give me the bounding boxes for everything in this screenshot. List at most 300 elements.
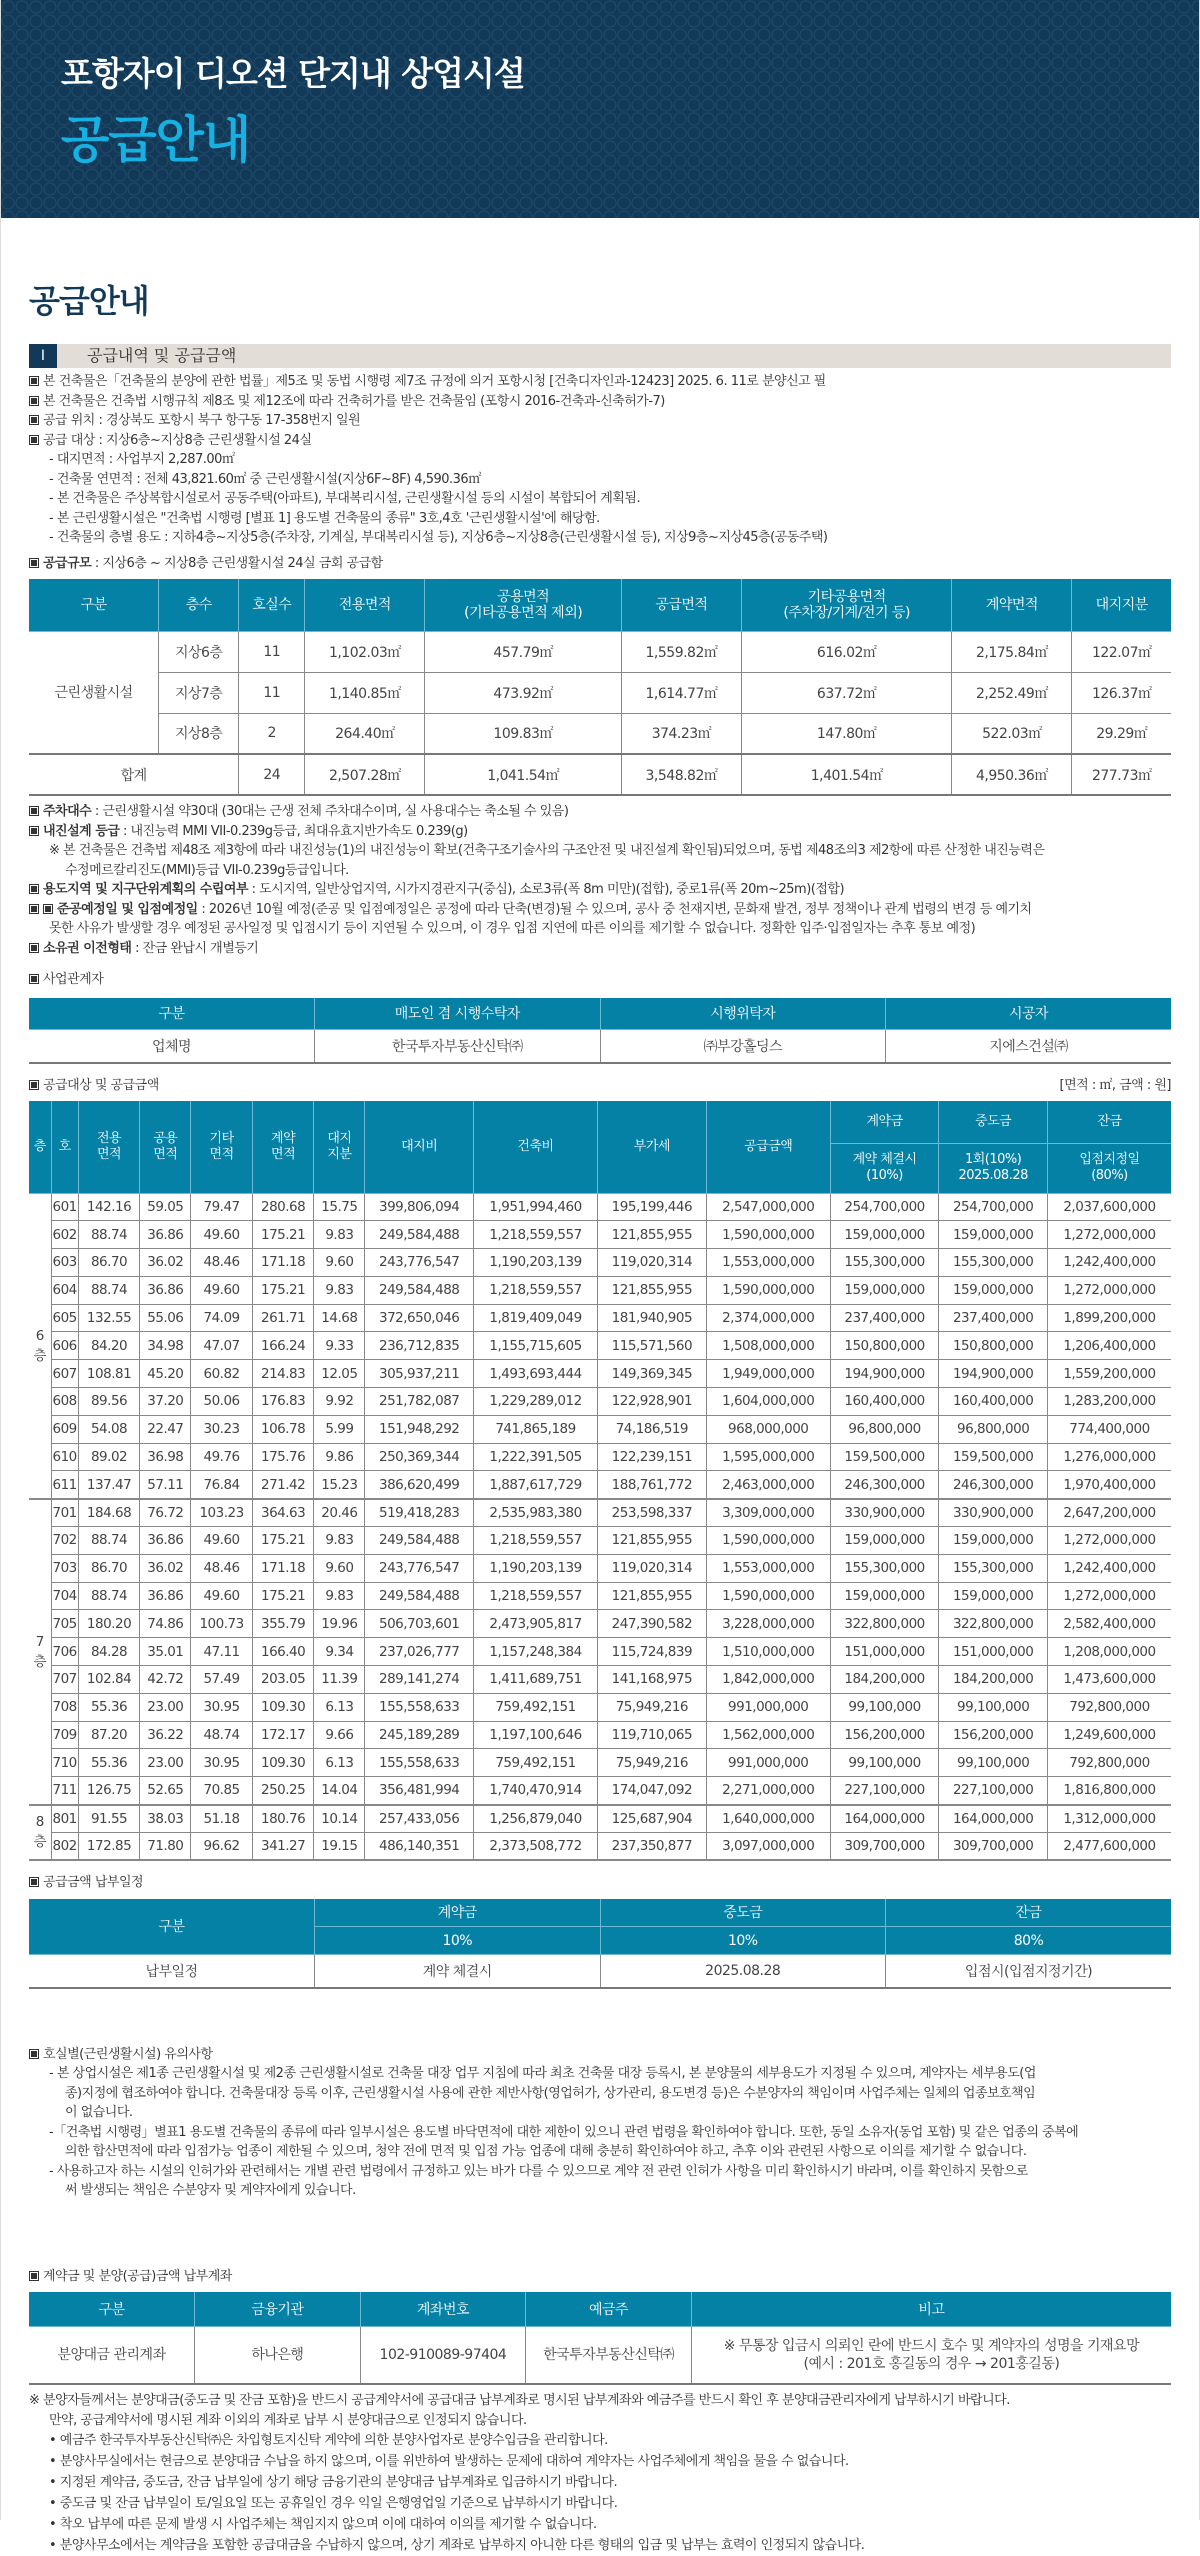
unit-cell: 172.17 <box>252 1721 314 1749</box>
unit-cell: 159,000,000 <box>830 1276 939 1304</box>
square-bullet-icon <box>29 826 39 836</box>
unit-cell: 99,100,000 <box>939 1693 1048 1721</box>
intro-detail: - 본 근린생활시설은 "건축법 시행령 [별표 1] 용도별 건축물의 종류" 3호,4호 '근린생활시설'에 해당함. <box>49 510 600 526</box>
unit-cell: 180.20 <box>78 1610 140 1638</box>
scale-cell: 109.83㎡ <box>425 713 621 754</box>
square-bullet-icon <box>29 415 39 425</box>
scale-cell: 11 <box>239 631 305 672</box>
payment-head: 잔금 <box>886 1899 1172 1927</box>
square-bullet-icon <box>29 806 39 816</box>
unit-cell: 1,640,000,000 <box>706 1805 830 1833</box>
scale-cell: 616.02㎡ <box>742 631 952 672</box>
unit-cell: 59.05 <box>140 1193 191 1221</box>
square-bullet-icon <box>29 2271 39 2281</box>
unit-cell: 88.74 <box>78 1276 140 1304</box>
unit-cell: 57.49 <box>191 1666 253 1694</box>
square-bullet-icon <box>29 974 39 984</box>
unit-of-measure: [면적 : ㎡, 금액 : 원] <box>1059 1077 1171 1093</box>
unit-cell: 119,020,314 <box>598 1249 707 1277</box>
col-middle-sub: 1회(10%) 2025.08.28 <box>939 1143 1048 1193</box>
intro-list <box>29 372 1171 450</box>
business-col-header: 시공자 <box>886 998 1172 1030</box>
col-floor: 층 <box>29 1101 51 1193</box>
unit-cell: 172.85 <box>78 1832 140 1860</box>
unit-cell: 6.13 <box>314 1693 365 1721</box>
unit-cell: 184,200,000 <box>939 1666 1048 1694</box>
unit-cell: 164,000,000 <box>830 1805 939 1833</box>
unit-cell: 254,700,000 <box>939 1193 1048 1221</box>
unit-cell: 386,620,499 <box>365 1471 474 1499</box>
unit-cell: 1,842,000,000 <box>706 1666 830 1694</box>
unit-cell: 1,559,200,000 <box>1047 1360 1171 1388</box>
col-land-cost: 대지비 <box>365 1101 474 1193</box>
caution-line: - 사용하고자 하는 시설의 인허가와 관련해서는 개별 관련 법령에서 규정하고 있는 바가 다를 수 있으므로 계약 전 관련 인허가 사항을 미리 확인하시기 바라며, 이를 확인하지 못함으로 <box>49 2163 1028 2179</box>
cautions-list <box>29 2064 1171 2201</box>
unit-cell: 1,197,100,646 <box>473 1721 597 1749</box>
unit-number: 605 <box>51 1304 78 1332</box>
unit-cell: 20.46 <box>314 1499 365 1527</box>
table-row <box>29 1666 1171 1694</box>
total-cell: 1,041.54㎡ <box>425 754 621 795</box>
zoning-note: 용도지역 및 지구단위계획의 수립여부 : 도시지역, 일반상업지역, 시가지경관지구(중심), 소로3류(폭 8m 미만)(접합), 중로1류(폭 20m~25m)(접합) <box>29 880 1171 900</box>
unit-number: 608 <box>51 1388 78 1416</box>
intro-item: 공급 대상 : 지상6층~지상8층 근린생활시설 24실 <box>29 431 1171 451</box>
unit-cell: 142.16 <box>78 1193 140 1221</box>
total-row <box>29 754 1171 795</box>
unit-cell: 341.27 <box>252 1832 314 1860</box>
unit-cell: 151,000,000 <box>939 1638 1048 1666</box>
table-row <box>29 1415 1171 1443</box>
account-heading: 계약금 및 분양(공급)금액 납부계좌 <box>29 2267 1171 2287</box>
unit-cell: 175.21 <box>252 1221 314 1249</box>
unit-cell: 3,097,000,000 <box>706 1832 830 1860</box>
table-row <box>29 1749 1171 1777</box>
unit-cell: 150,800,000 <box>939 1332 1048 1360</box>
unit-cell: 249,584,488 <box>365 1221 474 1249</box>
scale-cell: 2,175.84㎡ <box>952 631 1072 672</box>
col-building-cost: 건축비 <box>473 1101 597 1193</box>
unit-cell: 227,100,000 <box>939 1777 1048 1805</box>
col-land-share: 대지 지분 <box>314 1101 365 1193</box>
unit-cell: 15.23 <box>314 1471 365 1499</box>
total-cell: 277.73㎡ <box>1072 754 1171 795</box>
caution-line: 의한 합산면적에 따라 입점가능 업종이 제한될 수 있으며, 청약 전에 면적 및 입점 가능 업종에 대해 충분히 확인하여야 하고, 추후 이와 관련된 사항으로 이의를 제기할 수 없습니다. <box>65 2144 1027 2160</box>
square-bullet-icon <box>29 904 39 914</box>
unit-cell: 125,687,904 <box>598 1805 707 1833</box>
unit-cell: 1,218,559,557 <box>473 1221 597 1249</box>
unit-cell: 55.36 <box>78 1693 140 1721</box>
unit-cell: 96.62 <box>191 1832 253 1860</box>
unit-cell: 1,819,409,049 <box>473 1304 597 1332</box>
unit-cell: 47.07 <box>191 1332 253 1360</box>
unit-cell: 6.13 <box>314 1749 365 1777</box>
unit-cell: 122,928,901 <box>598 1388 707 1416</box>
account-head: 계좌번호 <box>360 2292 526 2326</box>
units-heading: 공급대상 및 공급금액 <box>29 1076 159 1096</box>
unit-cell: 150,800,000 <box>830 1332 939 1360</box>
unit-cell: 11.39 <box>314 1666 365 1694</box>
unit-cell: 1,190,203,139 <box>473 1249 597 1277</box>
unit-cell: 160,400,000 <box>830 1388 939 1416</box>
scale-cell: 1,614.77㎡ <box>621 672 741 713</box>
scale-category: 근린생활시설 <box>29 631 159 754</box>
unit-cell: 214.83 <box>252 1360 314 1388</box>
table-row <box>29 1332 1171 1360</box>
unit-cell: 1,508,000,000 <box>706 1332 830 1360</box>
unit-cell: 1,970,400,000 <box>1047 1471 1171 1499</box>
account-number[interactable]: 102-910089-97404 <box>360 2326 526 2384</box>
unit-cell: 132.55 <box>78 1304 140 1332</box>
unit-cell: 155,558,633 <box>365 1749 474 1777</box>
intro-detail: - 대지면적 : 사업부지 2,287.00㎡ <box>49 452 235 467</box>
unit-cell: 48.74 <box>191 1721 253 1749</box>
square-bullet-icon <box>29 943 39 953</box>
seismic-detail-2: 수정메르칼리진도(MMI)등급 VII-0.239g등급입니다. <box>65 862 349 878</box>
unit-cell: 1,218,559,557 <box>473 1276 597 1304</box>
unit-cell: 119,020,314 <box>598 1554 707 1582</box>
payment-cell: 계약 체결시 <box>315 1955 601 1988</box>
unit-cell: 1,887,617,729 <box>473 1471 597 1499</box>
unit-cell: 36.86 <box>140 1221 191 1249</box>
unit-number: 801 <box>51 1805 78 1833</box>
unit-cell: 36.86 <box>140 1527 191 1555</box>
payment-head: 중도금 <box>600 1899 886 1927</box>
unit-cell: 486,140,351 <box>365 1832 474 1860</box>
unit-cell: 194,900,000 <box>830 1360 939 1388</box>
unit-cell: 159,000,000 <box>830 1221 939 1249</box>
floor-label: 8층 <box>29 1805 51 1861</box>
unit-cell: 10.14 <box>314 1805 365 1833</box>
scale-col-header: 층수 <box>159 579 239 631</box>
scale-cell: 29.29㎡ <box>1072 713 1171 754</box>
square-bullet-icon <box>29 435 39 445</box>
unit-cell: 74.86 <box>140 1610 191 1638</box>
cautions-heading: 호실별(근린생활시설) 유의사항 <box>29 2045 1171 2065</box>
unit-cell: 1,283,200,000 <box>1047 1388 1171 1416</box>
unit-cell: 14.68 <box>314 1304 365 1332</box>
payment-percent: 10% <box>315 1927 601 1955</box>
unit-cell: 1,899,200,000 <box>1047 1304 1171 1332</box>
table-row <box>29 1499 1171 1527</box>
unit-cell: 84.20 <box>78 1332 140 1360</box>
unit-cell: 55.36 <box>78 1749 140 1777</box>
unit-cell: 1,272,000,000 <box>1047 1221 1171 1249</box>
caution-line: 종)지정에 협조하여야 합니다. 건축물대장 등록 이후, 근린생활시설 사용에 관한 제반사항(영업허가, 상가관리, 용도변경 등)은 수분양자의 책임이며 사업주체는 일체의 업종보호책임 <box>65 2085 1036 2101</box>
unit-cell: 9.34 <box>314 1638 365 1666</box>
unit-cell: 1,590,000,000 <box>706 1582 830 1610</box>
payment-head: 계약금 <box>315 1899 601 1927</box>
unit-cell: 1,249,600,000 <box>1047 1721 1171 1749</box>
col-unit: 호 <box>51 1101 78 1193</box>
unit-cell: 103.23 <box>191 1499 253 1527</box>
unit-cell: 741,865,189 <box>473 1415 597 1443</box>
unit-number: 706 <box>51 1638 78 1666</box>
table-row <box>29 1193 1171 1221</box>
unit-cell: 171.18 <box>252 1554 314 1582</box>
total-cell: 3,548.82㎡ <box>621 754 741 795</box>
footer-bullet: • 지정된 계약금, 중도금, 잔금 납부일에 상기 해당 금융기관의 분양대금 납부계좌로 입금하시기 바랍니다. <box>49 2475 618 2491</box>
table-row <box>29 1304 1171 1332</box>
unit-cell: 96,800,000 <box>939 1415 1048 1443</box>
unit-cell: 9.92 <box>314 1388 365 1416</box>
scale-col-header: 공용면적 (기타공용면적 제외) <box>425 579 621 631</box>
unit-number: 601 <box>51 1193 78 1221</box>
unit-cell: 108.81 <box>78 1360 140 1388</box>
unit-cell: 115,571,560 <box>598 1332 707 1360</box>
unit-cell: 35.01 <box>140 1638 191 1666</box>
unit-number: 602 <box>51 1221 78 1249</box>
unit-cell: 47.11 <box>191 1638 253 1666</box>
table-row <box>29 1443 1171 1471</box>
table-row <box>29 713 1171 754</box>
unit-cell: 188,761,772 <box>598 1471 707 1499</box>
unit-cell: 1,272,000,000 <box>1047 1527 1171 1555</box>
scale-cell: 지상6층 <box>159 631 239 672</box>
unit-cell: 151,948,292 <box>365 1415 474 1443</box>
unit-number: 607 <box>51 1360 78 1388</box>
table-row <box>29 1638 1171 1666</box>
unit-cell: 1,493,693,444 <box>473 1360 597 1388</box>
banner-title: 공급안내 <box>61 111 251 169</box>
unit-cell: 250,369,344 <box>365 1443 474 1471</box>
footer-bullet: • 분양사무소에서는 계약금을 포함한 공급대금을 수납하지 않으며, 상기 계좌로 납부하지 아니한 다른 형태의 입금 및 납부는 효력이 인정되지 않습니다. <box>49 2538 865 2554</box>
unit-cell: 330,900,000 <box>830 1499 939 1527</box>
unit-number: 704 <box>51 1582 78 1610</box>
unit-cell: 52.65 <box>140 1777 191 1805</box>
unit-cell: 1,229,289,012 <box>473 1388 597 1416</box>
unit-cell: 49.76 <box>191 1443 253 1471</box>
unit-cell: 1,272,000,000 <box>1047 1582 1171 1610</box>
unit-cell: 48.46 <box>191 1249 253 1277</box>
payment-row-label: 납부일정 <box>29 1955 315 1988</box>
scale-cell: 지상8층 <box>159 713 239 754</box>
unit-cell: 309,700,000 <box>830 1832 939 1860</box>
table-row <box>29 1554 1171 1582</box>
square-bullet-icon <box>29 396 39 406</box>
unit-cell: 305,937,211 <box>365 1360 474 1388</box>
unit-cell: 991,000,000 <box>706 1693 830 1721</box>
unit-cell: 1,256,879,040 <box>473 1805 597 1833</box>
unit-cell: 195,199,446 <box>598 1193 707 1221</box>
unit-cell: 79.47 <box>191 1193 253 1221</box>
page-title: 공급안내 <box>29 282 149 320</box>
unit-cell: 227,100,000 <box>830 1777 939 1805</box>
scale-col-header: 기타공용면적 (주차장/기계/전기 등) <box>742 579 952 631</box>
caution-line: 이 없습니다. <box>65 2105 133 2121</box>
unit-cell: 2,547,000,000 <box>706 1193 830 1221</box>
unit-cell: 14.04 <box>314 1777 365 1805</box>
unit-cell: 1,740,470,914 <box>473 1777 597 1805</box>
unit-cell: 122,239,151 <box>598 1443 707 1471</box>
unit-cell: 99,100,000 <box>830 1693 939 1721</box>
unit-cell: 102.84 <box>78 1666 140 1694</box>
unit-cell: 42.72 <box>140 1666 191 1694</box>
unit-cell: 159,000,000 <box>939 1527 1048 1555</box>
scale-cell: 11 <box>239 672 305 713</box>
unit-cell: 1,590,000,000 <box>706 1276 830 1304</box>
unit-cell: 159,500,000 <box>830 1443 939 1471</box>
table-row <box>29 1221 1171 1249</box>
section-number: Ⅰ <box>29 344 57 368</box>
unit-cell: 149,369,345 <box>598 1360 707 1388</box>
scale-cell: 147.80㎡ <box>742 713 952 754</box>
unit-cell: 30.23 <box>191 1415 253 1443</box>
unit-cell: 99,100,000 <box>939 1749 1048 1777</box>
unit-cell: 322,800,000 <box>939 1610 1048 1638</box>
payment-corner: 구분 <box>29 1899 315 1955</box>
floor-label: 6층 <box>29 1193 51 1499</box>
payment-percent: 80% <box>886 1927 1172 1955</box>
unit-cell: 9.60 <box>314 1249 365 1277</box>
unit-cell: 49.60 <box>191 1221 253 1249</box>
unit-cell: 181,940,905 <box>598 1304 707 1332</box>
unit-number: 702 <box>51 1527 78 1555</box>
unit-cell: 34.98 <box>140 1332 191 1360</box>
unit-cell: 159,000,000 <box>939 1221 1048 1249</box>
unit-number: 609 <box>51 1415 78 1443</box>
unit-cell: 9.66 <box>314 1721 365 1749</box>
unit-cell: 74.09 <box>191 1304 253 1332</box>
unit-cell: 23.00 <box>140 1749 191 1777</box>
caution-line: 써 발생되는 책임은 수분양자 및 계약자에게 있습니다. <box>65 2183 356 2199</box>
intro-item: 본 건축물은「건축물의 분양에 관한 법률」제5조 및 동법 시행령 제7조 규정에 의거 포항시청 [건축디자인과-12423] 2025. 6. 11로 분양신고 필 <box>29 372 1171 392</box>
unit-cell: 289,141,274 <box>365 1666 474 1694</box>
unit-cell: 175.21 <box>252 1582 314 1610</box>
unit-cell: 1,155,715,605 <box>473 1332 597 1360</box>
table-row <box>29 631 1171 672</box>
unit-cell: 71.80 <box>140 1832 191 1860</box>
scale-cell: 지상7층 <box>159 672 239 713</box>
unit-cell: 86.70 <box>78 1249 140 1277</box>
unit-cell: 126.75 <box>78 1777 140 1805</box>
unit-cell: 175.21 <box>252 1276 314 1304</box>
unit-cell: 57.11 <box>140 1471 191 1499</box>
unit-cell: 506,703,601 <box>365 1610 474 1638</box>
unit-cell: 175.76 <box>252 1443 314 1471</box>
unit-cell: 237,026,777 <box>365 1638 474 1666</box>
unit-cell: 1,190,203,139 <box>473 1554 597 1582</box>
scale-cell: 2,252.49㎡ <box>952 672 1072 713</box>
unit-cell: 36.02 <box>140 1554 191 1582</box>
seismic-detail-1: ※ 본 건축물은 건축법 제48조 제3항에 따라 내진성능(1)의 내진성능이 확보(건축구조기술사의 구조안전 및 내진설계 확인됨)되었으며, 동법 제48조의3 제2항에 따른 산정한 내진능력은 <box>49 843 1045 858</box>
col-contract-area: 계약 면적 <box>252 1101 314 1193</box>
unit-number: 711 <box>51 1777 78 1805</box>
unit-cell: 155,558,633 <box>365 1693 474 1721</box>
business-parties-table <box>29 998 1171 1064</box>
scale-col-header: 전용면적 <box>305 579 425 631</box>
unit-cell: 1,206,400,000 <box>1047 1332 1171 1360</box>
unit-cell: 156,200,000 <box>939 1721 1048 1749</box>
unit-cell: 249,584,488 <box>365 1276 474 1304</box>
unit-cell: 1,590,000,000 <box>706 1221 830 1249</box>
unit-cell: 3,228,000,000 <box>706 1610 830 1638</box>
unit-cell: 88.74 <box>78 1221 140 1249</box>
unit-cell: 1,951,994,460 <box>473 1193 597 1221</box>
unit-cell: 1,222,391,505 <box>473 1443 597 1471</box>
unit-cell: 184,200,000 <box>830 1666 939 1694</box>
unit-cell: 9.60 <box>314 1554 365 1582</box>
unit-cell: 109.30 <box>252 1693 314 1721</box>
account-head: 구분 <box>29 2292 195 2326</box>
square-bullet-icon <box>29 376 39 386</box>
unit-cell: 121,855,955 <box>598 1527 707 1555</box>
completion-note: 준공예정일 및 입점예정일 : 2026년 10월 예정(준공 및 입점예정일은 공정에 따라 단축(변경)될 수 있으며, 공사 중 천재지변, 문화재 발견, 정부 정책이나 관계 법령의 변경 등 예기치 <box>29 900 1171 920</box>
table-row <box>29 1249 1171 1277</box>
unit-cell: 174,047,092 <box>598 1777 707 1805</box>
unit-cell: 109.30 <box>252 1749 314 1777</box>
table-row <box>29 1471 1171 1499</box>
footer-note-main: ※ 분양자들께서는 분양대금(중도금 및 잔금 포함)을 반드시 공급계약서에 공급대금 납부계좌로 명시된 납부계좌와 예금주를 반드시 확인 후 분양대금관리자에게 납부하시기 바랍니다. <box>29 2393 1010 2409</box>
payment-percent: 10% <box>600 1927 886 1955</box>
unit-number: 708 <box>51 1693 78 1721</box>
unit-cell: 121,855,955 <box>598 1221 707 1249</box>
floor-label: 7층 <box>29 1499 51 1805</box>
unit-cell: 309,700,000 <box>939 1832 1048 1860</box>
business-cell: 업체명 <box>29 1030 315 1063</box>
col-deposit-sub: 계약 체결시 (10%) <box>830 1143 939 1193</box>
unit-cell: 356,481,994 <box>365 1777 474 1805</box>
unit-cell: 99,100,000 <box>830 1749 939 1777</box>
scale-cell: 126.37㎡ <box>1072 672 1171 713</box>
scale-cell: 2 <box>239 713 305 754</box>
unit-number: 603 <box>51 1249 78 1277</box>
unit-cell: 22.47 <box>140 1415 191 1443</box>
unit-cell: 137.47 <box>78 1471 140 1499</box>
account-table <box>29 2292 1171 2385</box>
unit-cell: 36.22 <box>140 1721 191 1749</box>
square-bullet-icon <box>29 1877 39 1887</box>
unit-cell: 23.00 <box>140 1693 191 1721</box>
unit-number: 802 <box>51 1832 78 1860</box>
table-row <box>29 1777 1171 1805</box>
unit-cell: 88.74 <box>78 1582 140 1610</box>
footer-bullet: • 예금주 한국투자부동산신탁㈜은 차입형토지신탁 계약에 의한 분양사업자로 분양수입금을 관리합니다. <box>49 2433 608 2449</box>
business-col-header: 구분 <box>29 998 315 1030</box>
unit-cell: 155,300,000 <box>830 1249 939 1277</box>
business-cell: 지에스건설㈜ <box>886 1030 1172 1063</box>
unit-number: 709 <box>51 1721 78 1749</box>
unit-cell: 155,300,000 <box>939 1554 1048 1582</box>
unit-cell: 247,390,582 <box>598 1610 707 1638</box>
scale-cell: 522.03㎡ <box>952 713 1072 754</box>
unit-cell: 322,800,000 <box>830 1610 939 1638</box>
scale-col-header: 대지지분 <box>1072 579 1171 631</box>
unit-cell: 249,584,488 <box>365 1582 474 1610</box>
payment-schedule-table <box>29 1899 1171 1989</box>
unit-cell: 1,242,400,000 <box>1047 1554 1171 1582</box>
unit-cell: 250.25 <box>252 1777 314 1805</box>
business-heading: 사업관계자 <box>29 970 1171 990</box>
unit-cell: 180.76 <box>252 1805 314 1833</box>
square-bullet-icon <box>29 1080 39 1090</box>
unit-cell: 30.95 <box>191 1693 253 1721</box>
unit-cell: 2,463,000,000 <box>706 1471 830 1499</box>
unit-cell: 159,000,000 <box>830 1582 939 1610</box>
scale-cell: 264.40㎡ <box>305 713 425 754</box>
unit-number: 611 <box>51 1471 78 1499</box>
ownership-note: 소유권 이전형태 : 잔금 완납시 개별등기 <box>29 939 1171 959</box>
unit-cell: 50.06 <box>191 1388 253 1416</box>
square-bullet-icon <box>29 884 39 894</box>
col-other-area: 기타 면적 <box>191 1101 253 1193</box>
table-row <box>29 1276 1171 1304</box>
scale-col-header: 공급면적 <box>621 579 741 631</box>
unit-cell: 84.28 <box>78 1638 140 1666</box>
unit-cell: 1,218,559,557 <box>473 1527 597 1555</box>
banner-subtitle: 포항자이 디오션 단지내 상업시설 <box>61 54 525 93</box>
unit-number: 710 <box>51 1749 78 1777</box>
unit-cell: 2,373,508,772 <box>473 1832 597 1860</box>
